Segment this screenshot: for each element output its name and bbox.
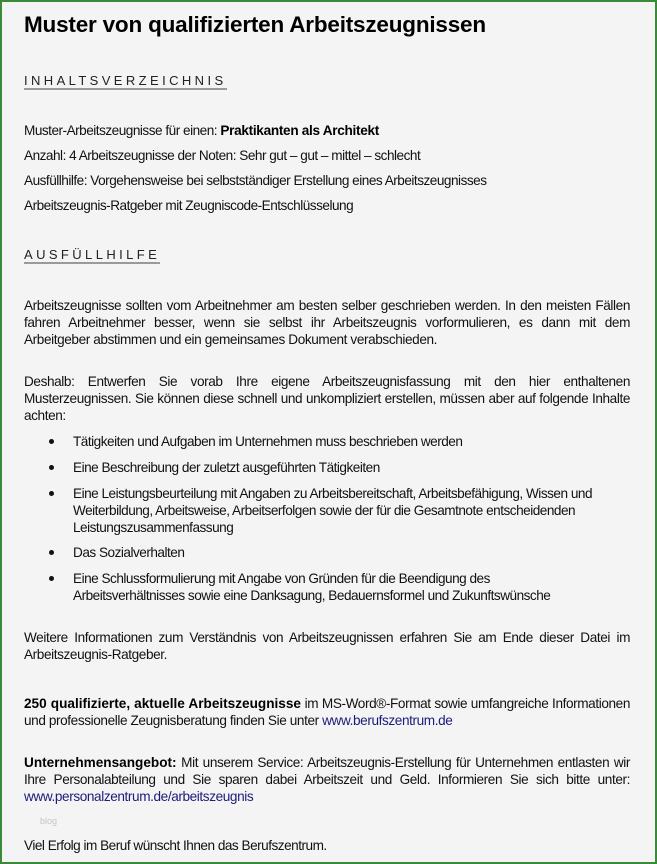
bullet-icon [49,550,54,555]
bullet-item: Eine Schlussformulierung mit Angabe von Gründen für die Beendigung des Arbeitsverhältnisses sowie eine Danksagung, Bedauernsformel und Zukunftswünsche [47,570,587,604]
toc-item-2: Anzahl: 4 Arbeitszeugnisse der Noten: Sehr gut – gut – mittel – schlecht [24,148,421,163]
toc-item-1-prefix: Muster-Arbeitszeugnisse für einen: [24,123,221,138]
bullet-icon [49,439,54,444]
document-title: Muster von qualifizierten Arbeitszeugnissen [24,12,486,37]
bullet-icon [49,465,54,470]
closing-line: Viel Erfolg im Beruf wünscht Ihnen das Berufszentrum. [24,838,327,853]
bullet-item: Eine Leistungsbeurteilung mit Angaben zu Arbeitsbereitschaft, Arbeitsbefähigung, Wissen und Weiterbildung, Arbeitsweise, Arbeitserfolgen sowie der für die Gesamtnote entscheidenden Leistungszusammenfassung [47,485,632,536]
personalzentrum-link[interactable]: www.personalzentrum.de/arbeitszeugnis [24,789,254,804]
bullet-item: Eine Beschreibung der zuletzt ausgeführten Tätigkeiten [47,459,607,476]
company-text: Mit unserem Service: Arbeitszeugnis-Erstellung für Unternehmen entlasten wir Ihre Personalabteilung und Sie sparen dabei Arbeitszeit und Geld. Informieren Sie sich bitte unter: [24,755,630,787]
bullet-icon [49,491,54,496]
toc-item-3: Ausfüllhilfe: Vorgehensweise bei selbstständiger Erstellung eines Arbeitszeugnisses [24,173,487,188]
promo-text: im MS-Word®-Format sowie umfangreiche Informationen und professionelle Zeugnisberatung finden Sie unter [24,696,630,728]
toc-heading: INHALTSVERZEICHNIS [24,73,227,88]
toc-item-4: Arbeitszeugnis-Ratgeber mit Zeugniscode-Entschlüsselung [24,198,354,213]
help-paragraph-2: Deshalb: Entwerfen Sie vorab Ihre eigene Arbeitszeugnisfassung mit den hier enthaltenen Musterzeugnissen. Sie können diese schnell und unkompliziert erstellen, müssen aber auf folgende Inhalte achten: [24,374,630,423]
help-heading: AUSFÜLLHILFE [24,247,161,262]
bullet-icon [49,576,54,581]
company-bold: Unternehmensangebot: [24,755,177,770]
help-paragraph-1: Arbeitszeugnisse sollten vom Arbeitnehmer am besten selber geschrieben werden. In den meisten Fällen fahren Arbeitnehmer besser, wenn sie selbst ihr Arbeitszeugnis vorformulieren, es dann mit dem Arbeitgeber abstimmen und ein gemeinsames Dokument verabschieden. [24,298,630,347]
bullet-item: Tätigkeiten und Aufgaben im Unternehmen muss beschrieben werden [47,433,607,450]
promo-paragraph [24,695,630,729]
berufszentrum-link[interactable]: www.berufszentrum.de [322,713,453,728]
toc-item-1-bold: Praktikanten als Architekt [220,123,379,138]
help-paragraph-3: Weitere Informationen zum Verständnis von Arbeitszeugnissen erfahren Sie am Ende dieser Datei im Arbeitszeugnis-Ratgeber. [24,630,630,662]
company-paragraph [24,754,630,805]
toc-item-1 [24,123,379,138]
promo-bold: 250 qualifizierte, aktuelle Arbeitszeugnisse [24,696,301,711]
bullet-item: Das Sozialverhalten [47,544,607,561]
blog-watermark: blog [40,816,58,826]
